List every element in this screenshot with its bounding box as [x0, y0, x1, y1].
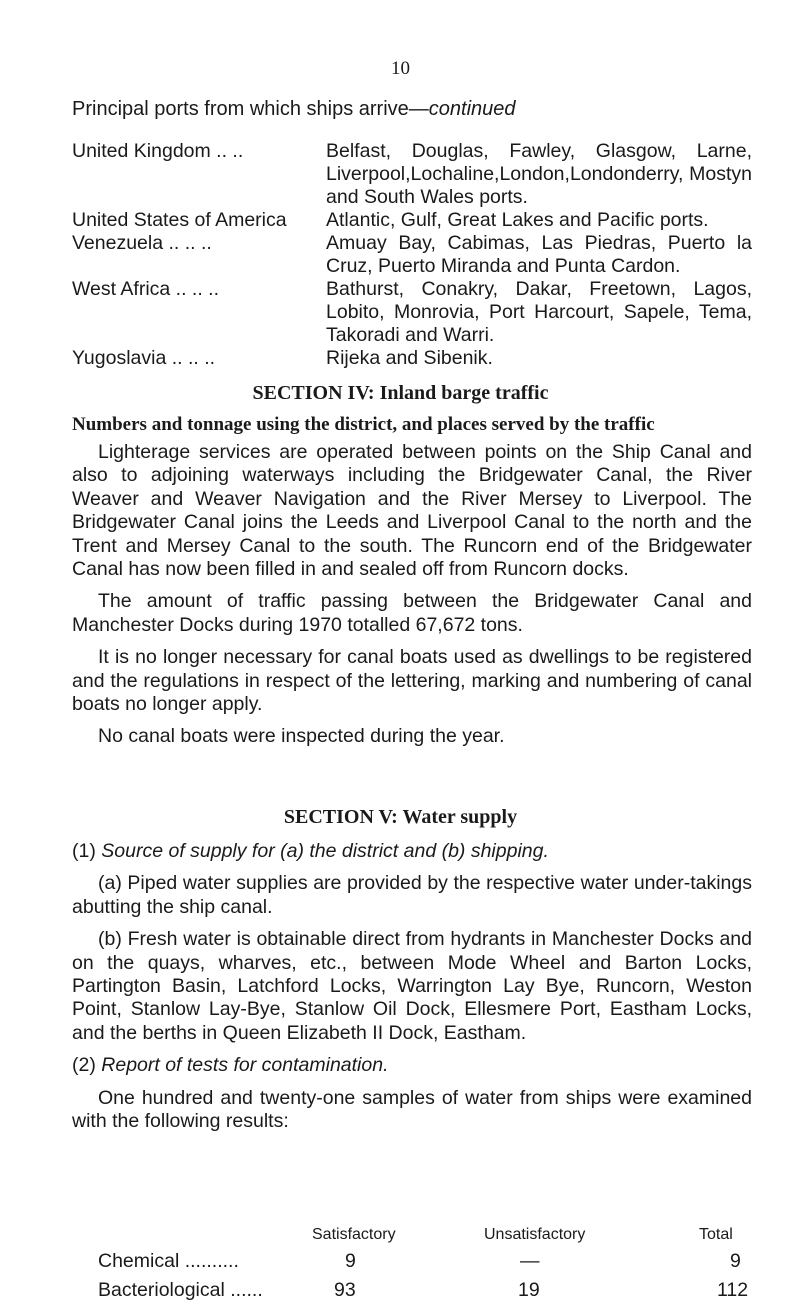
section-4-body — [72, 441, 752, 758]
ports-heading-continued: continued — [428, 98, 516, 120]
cell-satisfactory: 9 — [345, 1250, 356, 1272]
ports-row — [72, 278, 752, 347]
cell-unsatisfactory: 19 — [518, 1279, 540, 1301]
ports-row — [72, 232, 752, 278]
page-number: 10 — [391, 58, 410, 79]
paragraph-b: (b) Fresh water is obtainable direct from hydrants in Manchester Docks and on the quays, wharves, etc., between Mode Wheel and Barton Locks, Partington Basin, Latchford Locks, Warrington Lay Bye, Runcorn, Weston Point, Stanlow Lay-Bye, Stanlow Oil Dock, Ellesmere Port, Eastham Locks, and the berths in Queen Elizabeth II Dock, Eastham. — [72, 928, 752, 1044]
ports-row — [72, 209, 752, 232]
ports-heading-text: Principal ports from which ships arrive— — [72, 98, 429, 120]
paragraph: Lighterage services are operated between points on the Ship Canal and also to adjoining waterways including the Bridgewater Canal, the River Weaver and Weaver Navigation and the River Mersey to Liverpool. The Bridgewater Canal joins the Leeds and Liverpool Canal to the north and the Trent and Mersey Canal to the south. The Runcorn end of the Bridgewater Canal has now been filled in and sealed off from Runcorn docks. — [72, 441, 752, 581]
table-row — [72, 1279, 752, 1308]
item-2-number: (2) — [72, 1054, 96, 1077]
ports-row — [72, 140, 752, 209]
section-5-title: SECTION V: Water supply — [283, 806, 518, 828]
paragraph: It is no longer necessary for canal boats used as dwellings to be registered and the regulations in respect of the lettering, marking and numbering of canal boats no longer apply. — [72, 646, 752, 716]
item-2 — [72, 1054, 752, 1077]
paragraph-a: (a) Piped water supplies are provided by the respective water under-takings abutting the ship canal. — [72, 872, 752, 918]
country-name: Venezuela .. .. .. — [72, 232, 212, 254]
item-1 — [72, 840, 752, 863]
ports-names: Atlantic, Gulf, Great Lakes and Pacific ports. — [326, 209, 709, 231]
ports-names: Amuay Bay, Cabimas, Las Piedras, Puerto la Cruz, Puerto Miranda and Punta Cardon. — [326, 232, 752, 277]
header-unsatisfactory: Unsatisfactory — [484, 1226, 586, 1243]
row-label: Bacteriological ...... — [98, 1279, 263, 1301]
cell-satisfactory: 93 — [334, 1279, 356, 1301]
ports-names: Rijeka and Sibenik. — [326, 347, 493, 369]
country-name: United States of America — [72, 209, 287, 231]
table-header — [72, 1226, 752, 1250]
ports-list — [72, 140, 752, 370]
cell-total: 112 — [717, 1279, 749, 1301]
item-1-text: Source of supply for (a) the district and (b) shipping. — [101, 840, 549, 862]
ports-names: Bathurst, Conakry, Dakar, Freetown, Lagos, Lobito, Monrovia, Port Harcourt, Sapele, Tema, Takoradi and Warri. — [326, 278, 752, 346]
country-name: Yugoslavia .. .. .. — [72, 347, 216, 369]
ports-names: Belfast, Douglas, Fawley, Glasgow, Larne, Liverpool,Lochaline,London,Londonderry, Mostyn and South Wales ports. — [326, 140, 752, 208]
row-label: Chemical .......... — [98, 1250, 239, 1272]
country-name: West Africa .. .. .. — [72, 278, 220, 300]
paragraph: No canal boats were inspected during the year. — [98, 725, 505, 748]
section-5-body — [72, 840, 752, 1142]
ports-heading — [72, 98, 516, 121]
cell-unsatisfactory: — — [520, 1250, 540, 1272]
table-row — [72, 1250, 752, 1279]
paragraph-c: One hundred and twenty-one samples of water from ships were examined with the following results: — [72, 1086, 752, 1133]
section-4-subtitle: Numbers and tonnage using the district, and places served by the traffic — [72, 414, 655, 435]
cell-total: 9 — [730, 1250, 741, 1272]
header-total: Total — [699, 1226, 733, 1243]
paragraph: The amount of traffic passing between the Bridgewater Canal and Manchester Docks during 1970 totalled 67,672 tons. — [72, 590, 752, 636]
item-2-text: Report of tests for contamination. — [101, 1054, 389, 1077]
section-4-title: SECTION IV: Inland barge traffic — [252, 382, 549, 404]
header-satisfactory: Satisfactory — [312, 1226, 396, 1243]
ports-row — [72, 347, 752, 370]
country-name: United Kingdom .. .. — [72, 140, 244, 162]
results-table — [72, 1226, 752, 1308]
item-1-number: (1) — [72, 840, 96, 862]
